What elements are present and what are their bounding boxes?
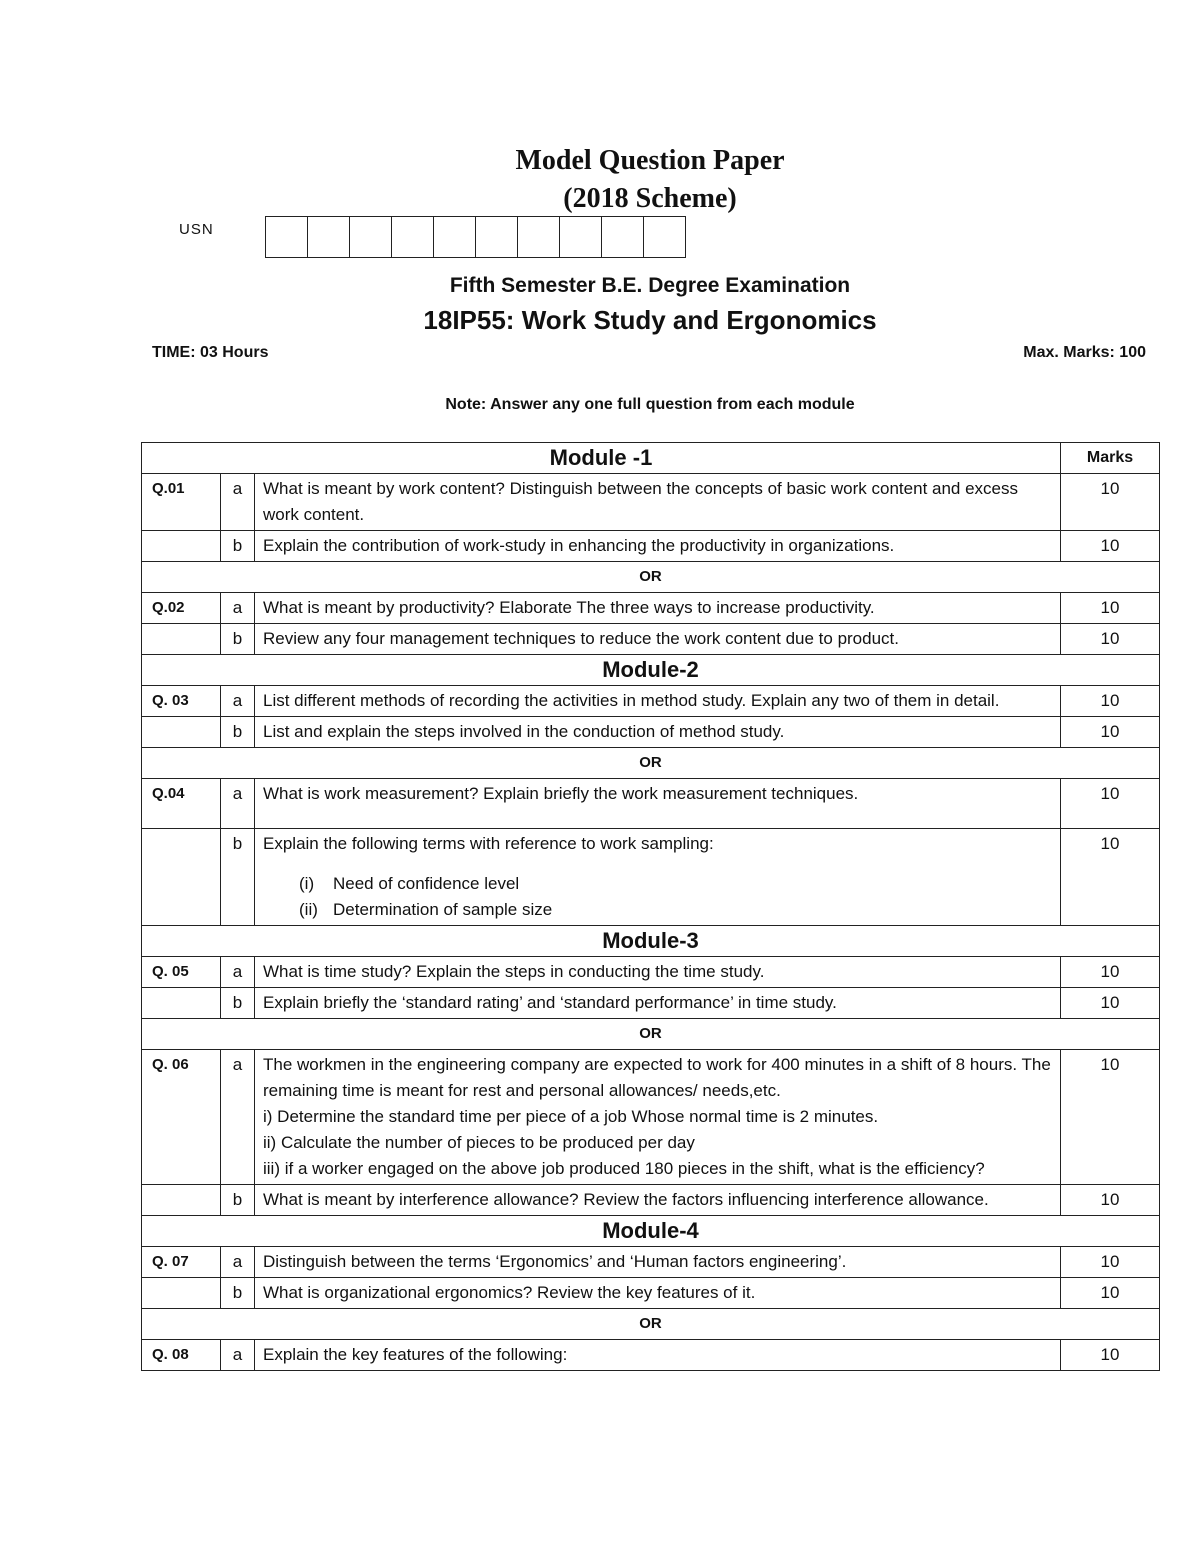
question-subpart: i) Determine the standard time per piece of a job Whose normal time is 2 minutes. [263,1107,879,1126]
question-marks: 10 [1061,686,1160,717]
question-number: Q. 06 [142,1050,221,1185]
question-row [142,593,1160,624]
usn-digit-box[interactable] [476,216,518,258]
or-label: OR [142,562,1160,593]
or-row [142,562,1160,593]
module-header-row [142,443,1160,474]
question-text: Review any four management techniques to reduce the work content due to product. [255,624,1061,655]
question-marks: 10 [1061,1185,1160,1216]
question-marks: 10 [1061,1247,1160,1278]
question-number: Q. 08 [142,1340,221,1371]
question-number: Q.02 [142,593,221,624]
question-number: Q. 07 [142,1247,221,1278]
scheme-title: (2018 Scheme) [563,183,737,214]
question-text: What is meant by interference allowance? Review the factors influencing interference allowance. [255,1185,1061,1216]
question-text: Explain the following terms with reference to work sampling: [263,834,714,853]
question-marks: 10 [1061,1278,1160,1309]
question-marks: 10 [1061,1050,1160,1185]
usn-label: USN [179,221,214,238]
usn-digit-box[interactable] [308,216,350,258]
usn-digit-box[interactable] [518,216,560,258]
question-marks: 10 [1061,829,1160,926]
exam-time: TIME: 03 Hours [152,344,269,361]
module-title: Module -1 [142,443,1061,474]
question-marks: 10 [1061,957,1160,988]
question-text: What is meant by productivity? Elaborate The three ways to increase productivity. [255,593,1061,624]
question-text: Distinguish between the terms ‘Ergonomics’ and ‘Human factors engineering’. [255,1247,1061,1278]
question-part: a [221,686,255,717]
question-text: List different methods of recording the activities in method study. Explain any two of them in detail. [255,686,1061,717]
marks-column-header: Marks [1061,443,1160,474]
exam-note: Note: Answer any one full question from each module [445,396,855,413]
question-row [142,1050,1160,1185]
question-part: a [221,474,255,531]
question-marks: 10 [1061,593,1160,624]
sub-item-text: Determination of sample size [333,900,553,919]
max-marks: Max. Marks: 100 [1023,344,1146,361]
paper-title: Model Question Paper [515,145,785,176]
sub-item-list [263,871,1052,923]
question-number: Q.04 [142,779,221,829]
module-title: Module-2 [142,655,1160,686]
question-marks: 10 [1061,474,1160,531]
question-marks: 10 [1061,624,1160,655]
question-row [142,779,1160,829]
question-subpart: iii) if a worker engaged on the above job produced 180 pieces in the shift, what is the efficiency? [263,1159,985,1178]
question-text-multiline [255,1050,1061,1185]
question-marks: 10 [1061,988,1160,1019]
sub-item-text: Need of confidence level [333,874,520,893]
question-marks: 10 [1061,531,1160,562]
question-text: Explain briefly the ‘standard rating’ and ‘standard performance’ in time study. [255,988,1061,1019]
question-row [142,988,1160,1019]
usn-digit-box[interactable] [644,216,686,258]
or-row [142,748,1160,779]
usn-digit-box[interactable] [560,216,602,258]
module-header-row [142,1216,1160,1247]
usn-digit-box[interactable] [266,216,308,258]
question-number: Q. 05 [142,957,221,988]
question-part: b [221,531,255,562]
usn-input-boxes[interactable] [265,216,686,258]
sub-item [263,897,1052,923]
question-marks: 10 [1061,1340,1160,1371]
question-marks: 10 [1061,717,1160,748]
or-row [142,1019,1160,1050]
or-label: OR [142,748,1160,779]
question-part: b [221,624,255,655]
question-part: a [221,957,255,988]
usn-digit-box[interactable] [350,216,392,258]
question-row [142,1340,1160,1371]
question-part: a [221,593,255,624]
question-row [142,957,1160,988]
question-number: Q. 03 [142,686,221,717]
question-part: a [221,1247,255,1278]
question-row [142,474,1160,531]
question-text: What is meant by work content? Distinguish between the concepts of basic work content and excess work content. [255,474,1061,531]
question-row [142,829,1160,926]
question-row [142,624,1160,655]
sub-item-number: (ii) [299,900,318,919]
question-part: b [221,1185,255,1216]
question-part: a [221,1050,255,1185]
or-label: OR [142,1019,1160,1050]
question-table [141,442,1160,1371]
question-text: List and explain the steps involved in the conduction of method study. [255,717,1061,748]
usn-digit-box[interactable] [392,216,434,258]
question-row [142,1185,1160,1216]
semester-heading: Fifth Semester B.E. Degree Examination [449,274,851,297]
question-row [142,1247,1160,1278]
question-text-with-list [255,829,1061,926]
module-title: Module-4 [142,1216,1160,1247]
question-text: The workmen in the engineering company are expected to work for 400 minutes in a shift of 8 hours. The remaining time is meant for rest and personal allowances/ needs,etc. [263,1055,1051,1100]
usn-digit-box[interactable] [434,216,476,258]
question-row [142,1278,1160,1309]
module-header-row [142,655,1160,686]
question-text: What is work measurement? Explain briefly the work measurement techniques. [255,779,1061,829]
question-text: What is organizational ergonomics? Review the key features of it. [255,1278,1061,1309]
question-part: b [221,1278,255,1309]
question-part: b [221,717,255,748]
question-row [142,531,1160,562]
subject-heading: 18IP55: Work Study and Ergonomics [423,305,877,335]
or-row [142,1309,1160,1340]
question-number: Q.01 [142,474,221,531]
sub-item-number: (i) [299,874,315,893]
question-part: b [221,829,255,926]
question-row [142,717,1160,748]
or-label: OR [142,1309,1160,1340]
question-part: a [221,779,255,829]
question-part: a [221,1340,255,1371]
question-text: Explain the key features of the following: [255,1340,1061,1371]
question-text: Explain the contribution of work-study in enhancing the productivity in organizations. [255,531,1061,562]
question-row [142,686,1160,717]
module-title: Module-3 [142,926,1160,957]
usn-digit-box[interactable] [602,216,644,258]
module-header-row [142,926,1160,957]
question-marks: 10 [1061,779,1160,829]
question-text: What is time study? Explain the steps in conducting the time study. [255,957,1061,988]
sub-item [263,871,1052,897]
question-subpart: ii) Calculate the number of pieces to be produced per day [263,1133,695,1152]
question-part: b [221,988,255,1019]
